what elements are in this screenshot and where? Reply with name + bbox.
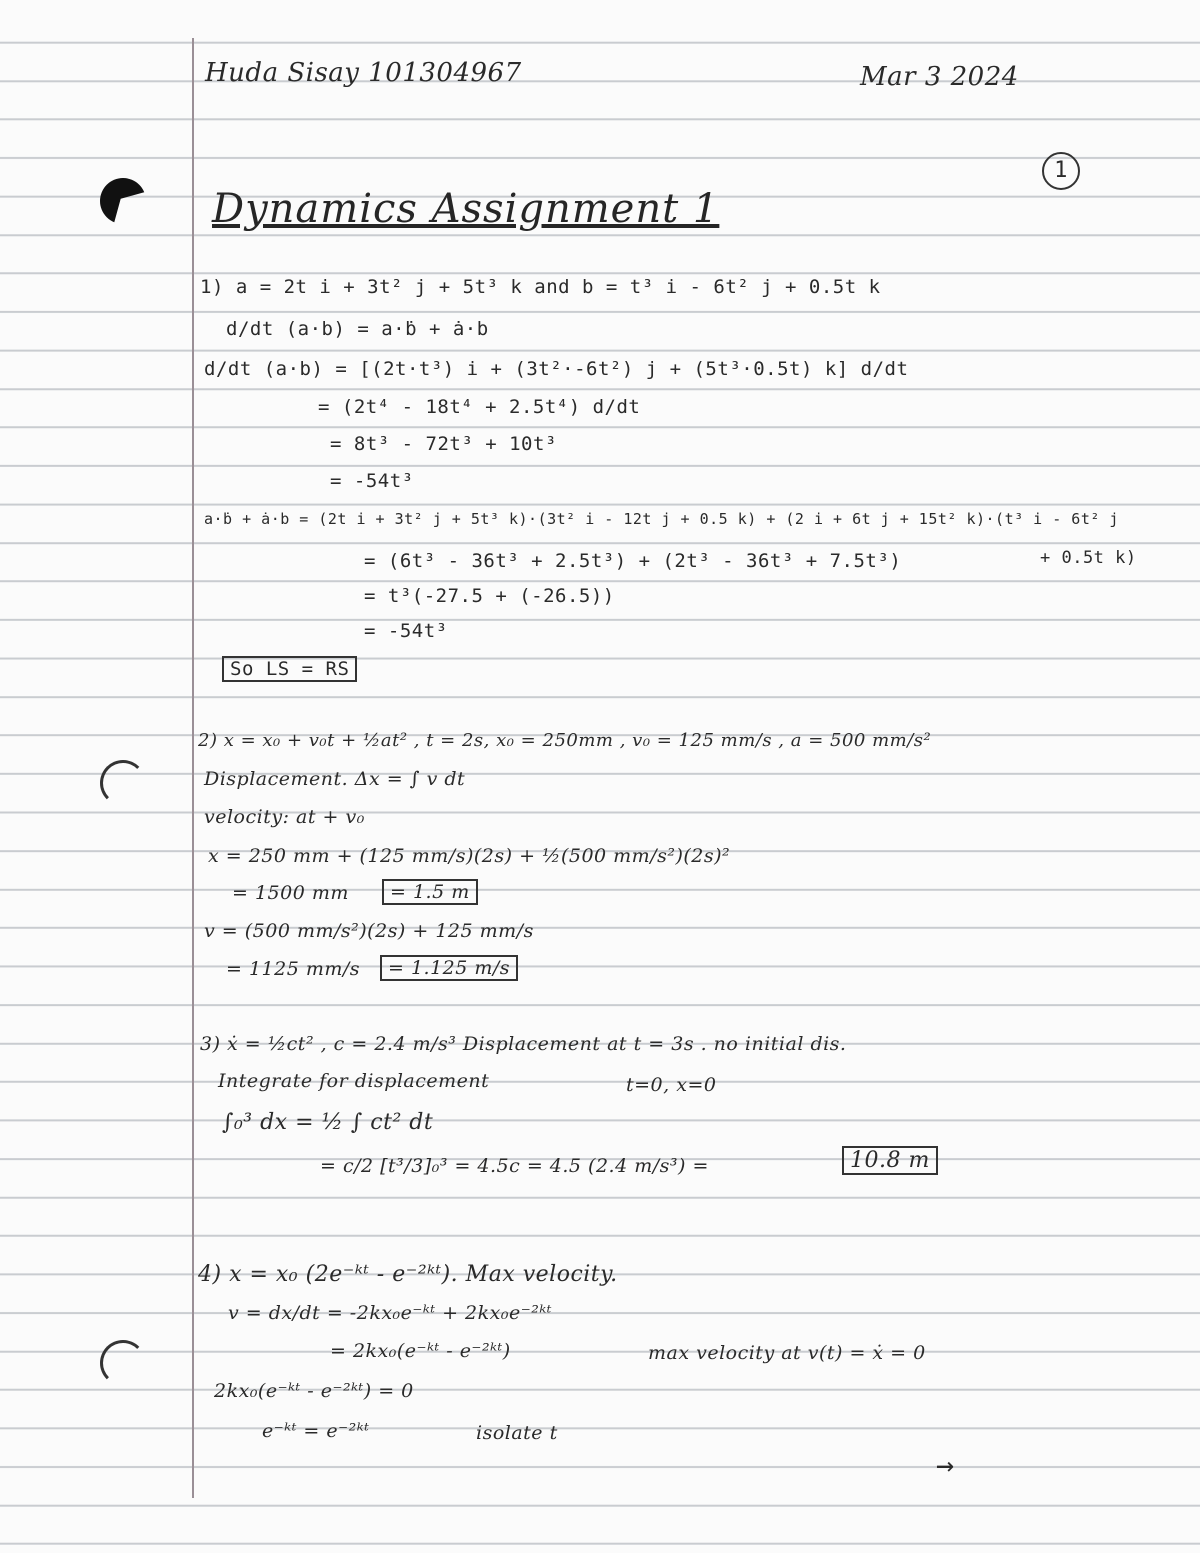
date: Mar 3 2024 [860, 62, 1019, 92]
p4-note: max velocity at v(t) = ẋ = 0 [648, 1342, 926, 1364]
p3-result: = c/2 [t³/3]₀³ = 4.5c = 4.5 (2.4 m/s³) = [320, 1155, 709, 1177]
p3-integral: ∫₀³ dx = ½ ∫ ct² dt [222, 1110, 434, 1135]
p3-statement: 3) ẋ = ½ct² , c = 2.4 m/s³ Displacement at t = 3s . no initial dis. [200, 1033, 847, 1055]
p2-v-calc: v = (500 mm/s²)(2s) + 125 mm/s [204, 920, 534, 942]
p4-v: v = dx/dt = -2kx₀e⁻ᵏᵗ + 2kx₀e⁻²ᵏᵗ [228, 1302, 552, 1324]
p1-rhs1: = (6t³ - 36t³ + 2.5t³) + (2t³ - 36t³ + 7.5t³) [364, 550, 902, 572]
p1-rule: d/dt (a·b) = a·ḃ + ȧ·b [226, 318, 489, 340]
p2-v-answer: = 1.125 m/s [380, 955, 518, 981]
p3-integrate: Integrate for displacement [218, 1070, 490, 1092]
p1-step3: = -54t³ [330, 470, 414, 492]
p4-isolate: isolate t [476, 1422, 558, 1444]
page-number: 1 [1042, 152, 1080, 190]
p2-x-result: = 1500 mm [232, 882, 349, 904]
binder-hole [100, 760, 146, 806]
p2-displacement: Displacement. Δx = ∫ v dt [204, 768, 466, 790]
p4-v2: = 2kx₀(e⁻ᵏᵗ - e⁻²ᵏᵗ) [330, 1340, 511, 1362]
student-id: Huda Sisay 101304967 [205, 58, 522, 88]
p2-x-answer: = 1.5 m [382, 879, 478, 905]
page-title: Dynamics Assignment 1 [212, 186, 720, 232]
p1-rhs2: = t³(-27.5 + (-26.5)) [364, 585, 615, 607]
p1-rhs-cont: + 0.5t k) [1040, 548, 1137, 568]
p2-v-result: = 1125 mm/s [226, 958, 361, 980]
p1-statement: 1) a = 2t i + 3t² j + 5t³ k and b = t³ i - 6t² j + 0.5t k [200, 276, 881, 298]
margin-line [192, 38, 194, 1498]
p1-conclusion: So LS = RS [222, 656, 357, 682]
p1-lhs: d/dt (a·b) = [(2t·t³) i + (3t²·-6t²) j + (5t³·0.5t) k] d/dt [204, 358, 909, 380]
p1-rhs: a·ḃ + ȧ·b = (2t i + 3t² j + 5t³ k)·(3t² i - 12t j + 0.5 k) + (2 i + 6t j + 15t² k)·(t³ i - 6t² j [204, 510, 1119, 528]
binder-hole [100, 1340, 146, 1386]
binder-hole [100, 178, 146, 224]
p2-statement: 2) x = x₀ + v₀t + ½at² , t = 2s, x₀ = 250mm , v₀ = 125 mm/s , a = 500 mm/s² [198, 730, 932, 751]
p1-step2: = 8t³ - 72t³ + 10t³ [330, 433, 557, 455]
p1-step1: = (2t⁴ - 18t⁴ + 2.5t⁴) d/dt [318, 396, 641, 418]
p4-eq: 2kx₀(e⁻ᵏᵗ - e⁻²ᵏᵗ) = 0 [214, 1380, 414, 1402]
p1-rhs3: = -54t³ [364, 620, 448, 642]
next-page-arrow: → [936, 1448, 955, 1483]
p2-velocity: velocity: at + v₀ [204, 806, 365, 828]
p3-initial: t=0, x=0 [626, 1074, 717, 1096]
p4-statement: 4) x = x₀ (2e⁻ᵏᵗ - e⁻²ᵏᵗ). Max velocity. [198, 1262, 618, 1287]
p3-answer: 10.8 m [842, 1146, 938, 1175]
p4-eq2: e⁻ᵏᵗ = e⁻²ᵏᵗ [262, 1420, 370, 1442]
p2-x-calc: x = 250 mm + (125 mm/s)(2s) + ½(500 mm/s²)(2s)² [208, 845, 731, 867]
